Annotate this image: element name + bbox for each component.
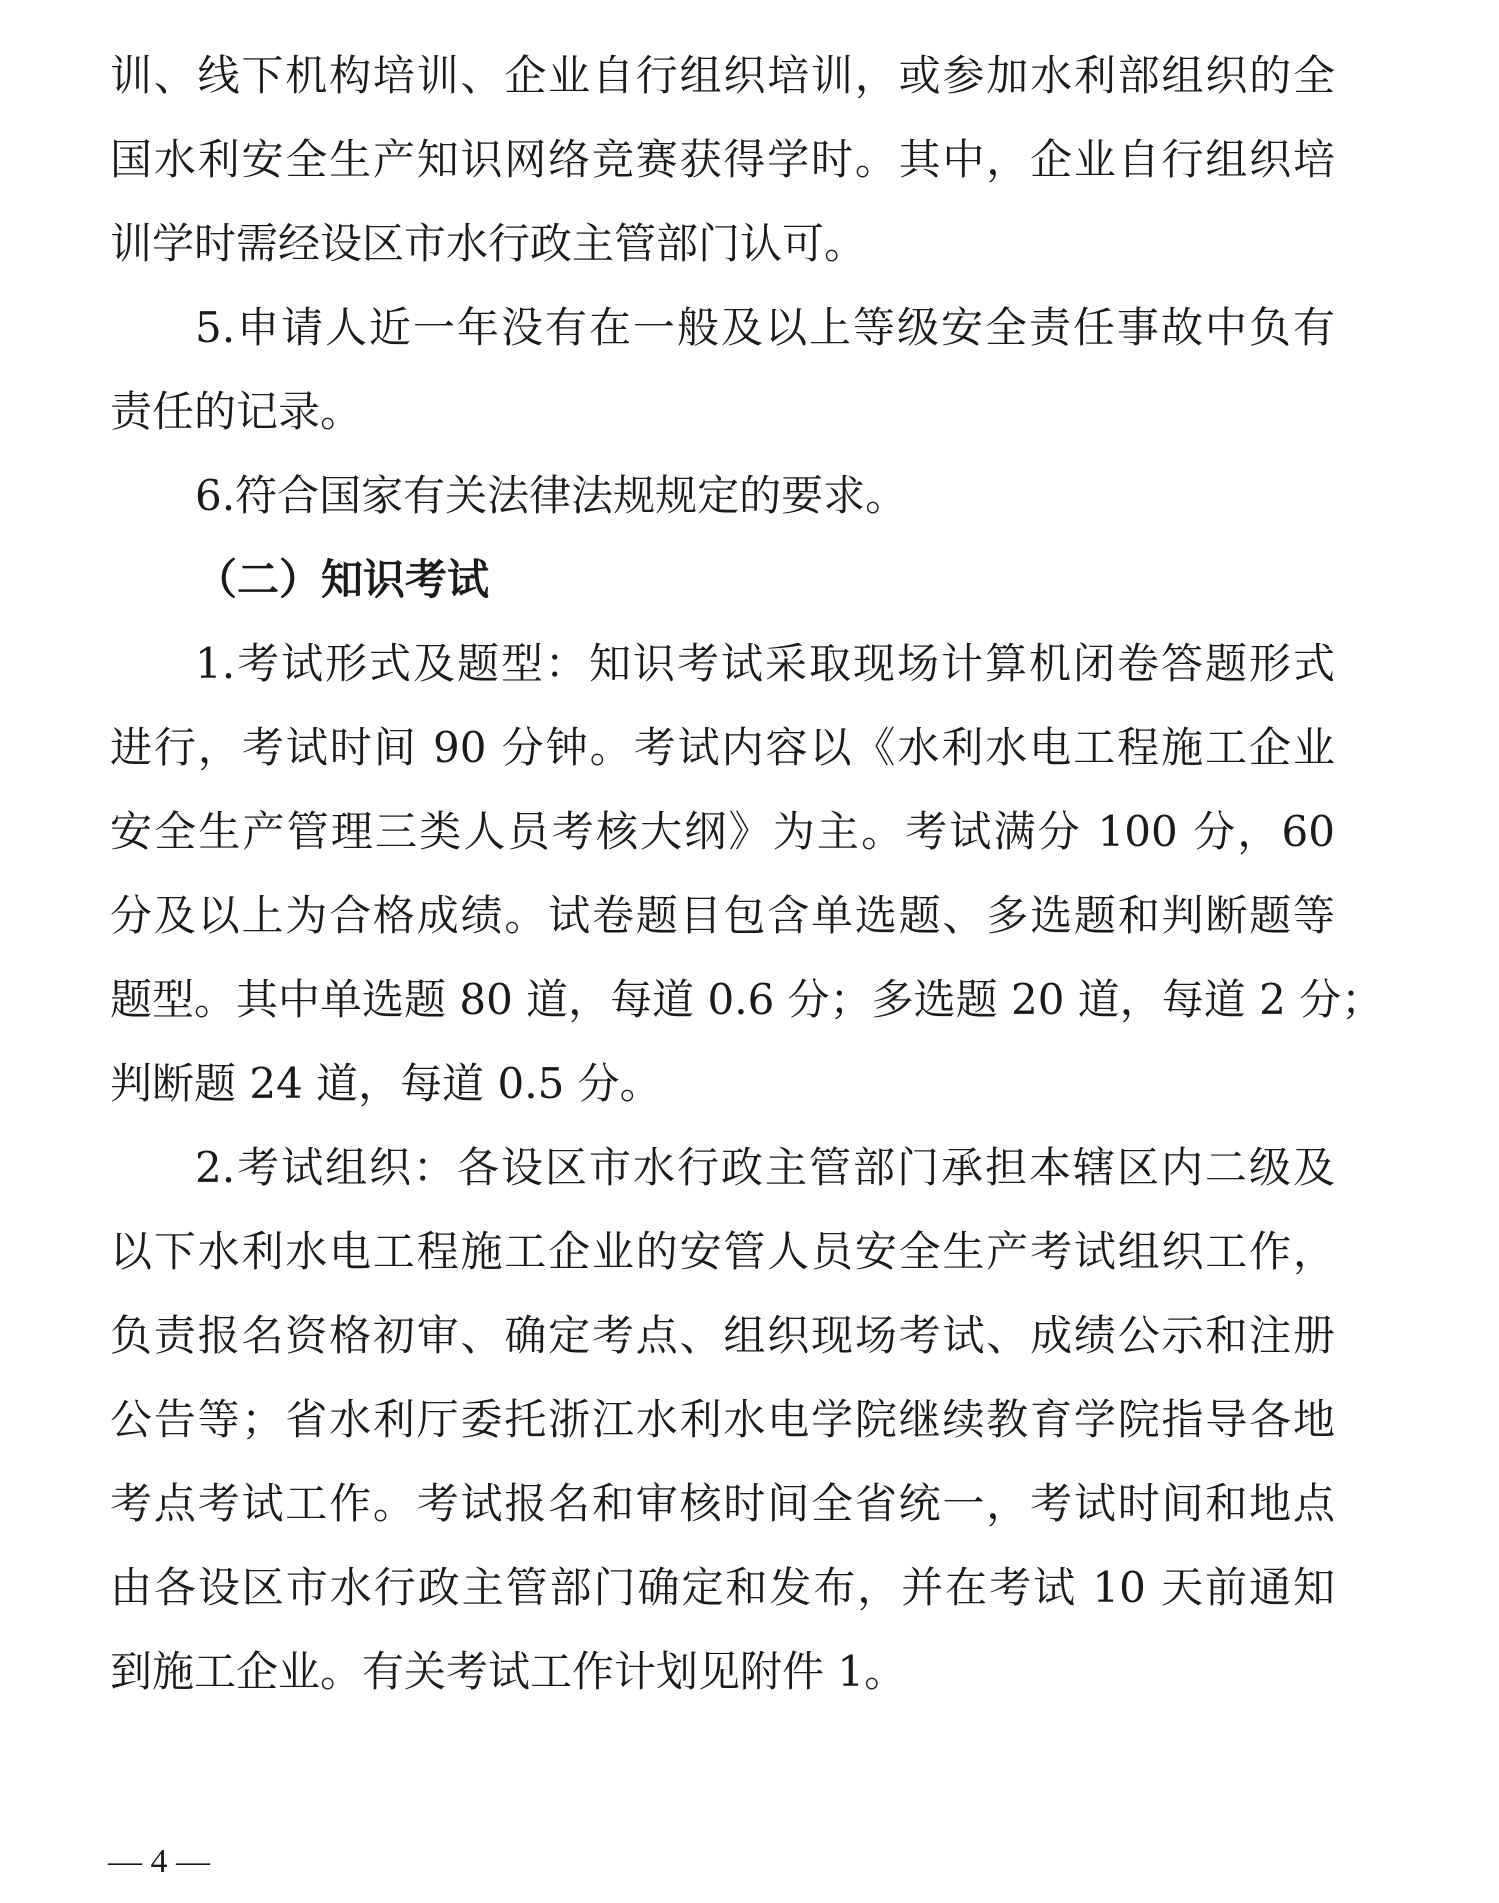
text-line-16: 负责报名资格初审、确定考点、组织现场考试、成绩公示和注册 [110, 1311, 1335, 1360]
text-line-4: 5.申请人近一年没有在一般及以上等级安全责任事故中负有 [195, 303, 1335, 352]
text-line-13: 判断题 24 道，每道 0.5 分。 [110, 1059, 662, 1108]
text-line-1: 训、线下机构培训、企业自行组织培训，或参加水利部组织的全 [110, 51, 1335, 100]
text-line-15: 以下水利水电工程施工企业的安管人员安全生产考试组织工作， [110, 1227, 1335, 1276]
text-line-6: 6.符合国家有关法律法规规定的要求。 [195, 471, 908, 520]
text-line-17: 公告等；省水利厅委托浙江水利水电学院继续教育学院指导各地 [110, 1395, 1335, 1444]
text-line-3: 训学时需经设区市水行政主管部门认可。 [110, 219, 867, 268]
text-line-10: 安全生产管理三类人员考核大纲》为主。考试满分 100 分，60 [110, 807, 1335, 856]
page-number: — 4 — [108, 1843, 210, 1880]
text-line-19: 由各设区市水行政主管部门确定和发布，并在考试 10 天前通知 [110, 1563, 1335, 1612]
text-line-12: 题型。其中单选题 80 道，每道 0.6 分；多选题 20 道，每道 2 分； [110, 975, 1384, 1024]
text-line-8: 1.考试形式及题型：知识考试采取现场计算机闭卷答题形式 [195, 639, 1335, 688]
text-line-18: 考点考试工作。考试报名和审核时间全省统一，考试时间和地点 [110, 1479, 1335, 1528]
text-line-14: 2.考试组织：各设区市水行政主管部门承担本辖区内二级及 [195, 1143, 1335, 1192]
text-line-9: 进行，考试时间 90 分钟。考试内容以《水利水电工程施工企业 [110, 723, 1335, 772]
text-line-20: 到施工企业。有关考试工作计划见附件 1。 [110, 1647, 907, 1696]
section-heading: （二）知识考试 [195, 555, 490, 604]
text-line-5: 责任的记录。 [110, 387, 363, 436]
text-line-2: 国水利安全生产知识网络竞赛获得学时。其中，企业自行组织培 [110, 135, 1335, 184]
text-line-11: 分及以上为合格成绩。试卷题目包含单选题、多选题和判断题等 [110, 891, 1335, 940]
